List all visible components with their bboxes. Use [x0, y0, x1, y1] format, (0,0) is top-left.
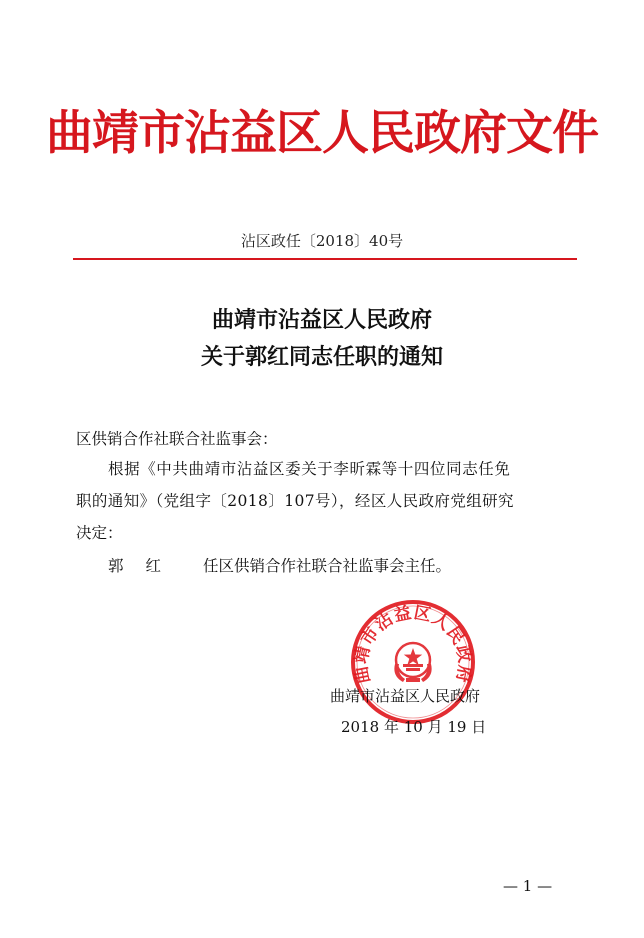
- document-masthead: 曲靖市沾益区人民政府文件: [46, 106, 598, 161]
- document-number: 沾区政任〔2018〕40号: [240, 232, 404, 250]
- appointee-name-surname: 郭: [108, 557, 124, 575]
- official-seal-icon: [349, 598, 477, 726]
- paragraph-line-1: 根据《中共曲靖市沾益区委关于李昕霖等十四位同志任免: [108, 460, 511, 478]
- appointment-line: [108, 554, 451, 576]
- paragraph-line-3: 决定：: [76, 524, 123, 542]
- notice-title-line-2: 关于郭红同志任职的通知: [200, 344, 443, 370]
- paragraph-line-2: 职的通知》（党组字〔2018〕107号），经区人民政府党组研究: [76, 492, 514, 510]
- appointee-name-given: 红: [145, 557, 162, 575]
- seal-text: 曲靖市沾益区人民政府: [351, 602, 475, 686]
- appointment-position: 任区供销合作社联合社监事会主任。: [203, 557, 452, 575]
- issuer-signature: 曲靖市沾益区人民政府: [330, 687, 481, 705]
- page-number: — 1 —: [503, 877, 553, 895]
- issue-date: 2018 年 10 月 19 日: [341, 718, 487, 736]
- red-divider-line: [73, 258, 577, 260]
- recipient-line: 区供销合作社联合社监事会：: [76, 430, 278, 448]
- notice-title-line-1: 曲靖市沾益区人民政府: [211, 307, 432, 333]
